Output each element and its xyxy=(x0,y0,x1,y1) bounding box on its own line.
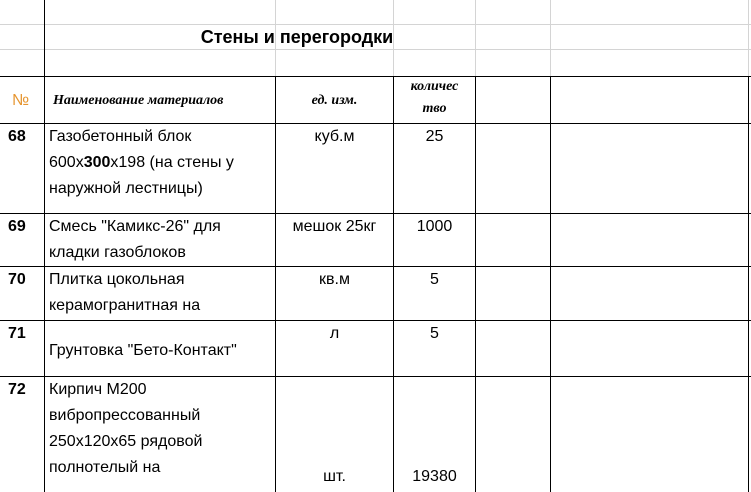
row-number: 69 xyxy=(8,218,26,235)
border xyxy=(0,76,751,77)
row-qty: 5 xyxy=(430,271,439,288)
row-name-line: Плитка цокольная xyxy=(49,271,185,288)
border xyxy=(550,76,551,492)
row-name-line: Газобетонный блок xyxy=(49,128,192,145)
row-name-line: полнотелый на xyxy=(49,459,161,476)
row-name-line: наружной лестницы) xyxy=(49,180,203,197)
border xyxy=(475,76,476,492)
row-name-line: Смесь "Камикс-26" для xyxy=(49,218,221,235)
row-name-line: 250х120х65 рядовой xyxy=(49,433,203,450)
row-number: 72 xyxy=(8,381,26,398)
row-number: 71 xyxy=(8,325,26,342)
row-name-line xyxy=(45,150,275,176)
sheet-title: Стены и перегородки xyxy=(200,27,394,47)
row-qty: 25 xyxy=(425,128,444,145)
row-name-part: х198 (на стены у xyxy=(110,154,234,171)
row-unit: мешок 25кг xyxy=(292,218,377,235)
row-number: 70 xyxy=(8,271,26,288)
row-qty: 19380 xyxy=(412,468,457,485)
header-unit: ед. изм. xyxy=(311,93,358,108)
row-name-line: Кирпич М200 xyxy=(49,381,147,398)
header-qty-line1: количес xyxy=(410,79,459,94)
row-name-line: кладки газоблоков xyxy=(49,244,186,261)
row-name-line: вибропрессованный xyxy=(49,407,201,424)
row-unit: л xyxy=(329,325,340,342)
row-number: 68 xyxy=(8,128,26,145)
row-unit: куб.м xyxy=(314,128,355,145)
row-name-line: Грунтовка "Бето-Контакт" xyxy=(49,342,237,359)
row-unit: кв.м xyxy=(319,271,350,288)
row-qty: 5 xyxy=(430,325,439,342)
row-name-line: керамогранитная на xyxy=(49,297,201,314)
row-name-bold-part: 300 xyxy=(83,154,111,171)
header-qty-line2: тво xyxy=(422,101,447,116)
row-qty: 1000 xyxy=(416,218,453,235)
row-name-part: 600х xyxy=(49,154,84,171)
header-number: № xyxy=(12,92,30,109)
border xyxy=(748,76,749,492)
header-name: Наименование материалов xyxy=(53,93,224,108)
row-unit: шт. xyxy=(323,468,346,485)
